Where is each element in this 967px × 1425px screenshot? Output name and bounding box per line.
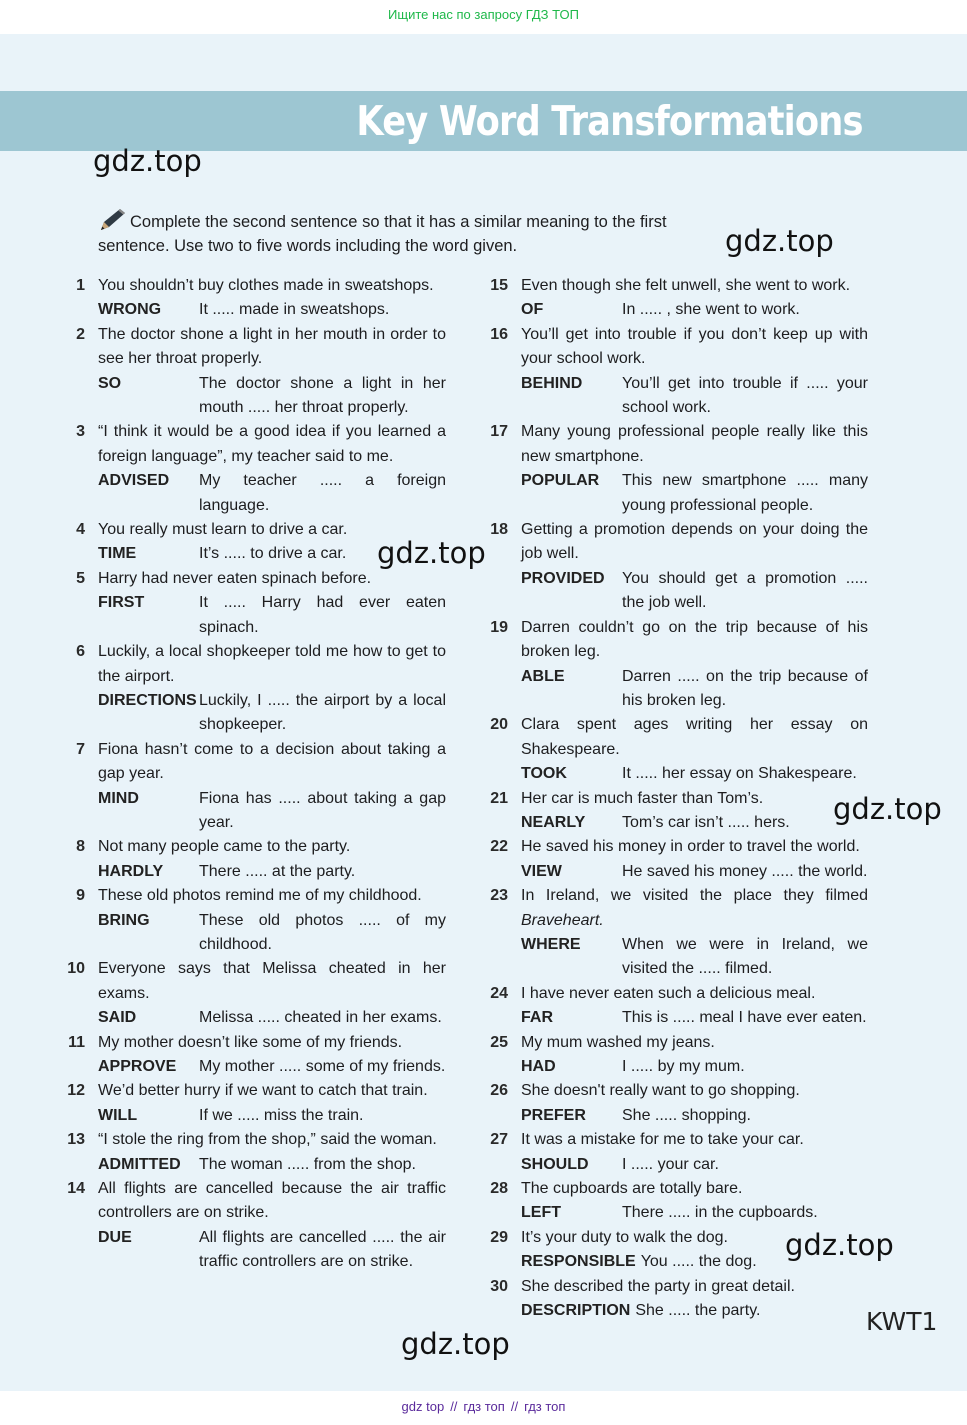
original-sentence [98,567,446,591]
gap-sentence: It’s ..... to drive a car. [199,545,347,563]
key-word: BRING [98,911,150,929]
exercise-item [485,323,868,421]
gap-sentence: Melissa ..... cheated in her exams. [199,1009,442,1027]
item-number: 4 [76,521,85,539]
original-sentence [98,274,446,298]
gap-sentence: In ..... , she went to work. [622,301,800,319]
sentence-text: Darren couldn’t go on the trip because of his broken leg. [521,618,868,661]
gap-sentence: I ..... your car. [622,1155,719,1173]
instructions [98,207,738,258]
gap-sentence: She ..... shopping. [622,1106,751,1124]
sentence-text: You shouldn’t buy clothes made in sweatshops. [98,277,434,294]
original-sentence [521,884,868,933]
exercise-item [62,567,446,640]
exercise-item [485,1031,868,1080]
key-word: SHOULD [521,1155,589,1173]
key-word: ADMITTED [98,1155,181,1173]
sentence-text: These old photos remind me of my childhood. [98,887,422,905]
transformation-line [521,665,868,714]
gap-sentence: These old photos ..... of my childhood. [199,911,446,953]
transformation-line [98,1153,446,1177]
item-number: 7 [76,740,85,758]
footer-link[interactable]: гдз топ [524,1399,566,1414]
item-number: 26 [490,1082,508,1100]
item-number: 21 [490,789,508,807]
transformation-line [521,1055,868,1079]
key-word: ABLE [521,667,565,685]
original-sentence [521,323,868,372]
sentence-text: Even though she felt unwell, she went to work. [521,277,851,294]
gap-sentence: She ..... the party. [635,1302,761,1320]
gap-sentence: All flights are cancelled ..... the air traffic controllers are on strike. [199,1228,446,1271]
exercise-item [62,1177,446,1275]
item-number: 6 [76,643,85,661]
sentence-text: Luckily, a local shopkeeper told me how to get to the airport. [98,643,446,685]
transformation-line [98,689,446,738]
sentence-text: Fiona hasn’t come to a decision about taking a gap year. [98,740,446,783]
exercise-item [485,787,868,836]
item-number: 18 [490,521,508,539]
gap-sentence: When we were in Ireland, we visited the ..... filmed. [622,935,868,978]
key-word: BEHIND [521,374,583,392]
transformation-line [98,1006,446,1030]
transformation-line [98,591,446,640]
exercise-item [485,1275,868,1324]
original-sentence [521,787,868,811]
exercise-item [485,420,868,518]
original-sentence [521,1079,868,1103]
transformation-line [521,1006,868,1030]
sentence-text: Getting a promotion depends on your doing the job well. [521,521,868,563]
item-number: 28 [490,1180,508,1198]
key-word: NEARLY [521,813,586,831]
item-number: 13 [67,1131,85,1149]
item-number: 5 [76,569,85,587]
item-number: 20 [490,716,508,734]
key-word: DIRECTIONS [98,691,197,709]
key-word: WRONG [98,301,162,319]
gap-sentence: If we ..... miss the train. [199,1106,364,1124]
key-word: SO [98,374,122,392]
gap-sentence: It ..... Harry had ever eaten spinach. [199,594,446,636]
left-column [62,274,446,1275]
gap-sentence: Darren ..... on the trip because of his broken leg. [622,667,868,709]
item-number: 10 [67,960,85,978]
sentence-text: Harry had never eaten spinach before. [98,569,372,587]
transformation-line [521,1299,868,1323]
exercise-item [485,713,868,786]
exercise-item [485,1177,868,1226]
search-link[interactable]: Ищите нас по запросу ГДЗ ТОП [388,7,579,22]
original-sentence [98,835,446,859]
key-word: MIND [98,789,139,807]
item-number: 30 [490,1277,508,1295]
exercise-item [485,982,868,1031]
transformation-line [98,860,446,884]
original-sentence [98,738,446,787]
page-code: KWT1 [866,1307,938,1336]
item-number: 24 [490,984,508,1002]
sentence-text: Everyone says that Melissa cheated in her exams. [98,960,446,1002]
transformation-line [521,1153,868,1177]
gap-sentence: This is ..... meal I have ever eaten. [622,1009,867,1027]
transformation-line [521,1250,868,1274]
sentence-text: It was a mistake for me to take your car. [521,1131,804,1149]
watermark: gdz.top [93,144,202,178]
key-word: DUE [98,1228,132,1246]
sentence-text: Clara spent ages writing her essay on Shakespeare. [521,716,868,758]
sentence-text: Not many people came to the party. [98,838,351,856]
item-number: 1 [76,277,85,294]
exercise-item [62,518,446,567]
item-number: 16 [490,325,508,343]
sentence-text: My mother doesn’t like some of my friends. [98,1033,403,1051]
exercise-item [485,274,868,323]
sentence-text: All flights are cancelled because the air traffic controllers are on strike. [98,1180,446,1222]
key-word: SAID [98,1009,137,1027]
key-word: TOOK [521,765,567,783]
original-sentence [98,640,446,689]
exercise-item [62,1079,446,1128]
top-bar [0,0,967,34]
sentence-text: You’ll get into trouble if you don’t keep up with your school work. [521,325,868,368]
exercise-item [62,738,446,836]
original-sentence [521,616,868,665]
transformation-line [521,469,868,518]
original-sentence [521,1275,868,1299]
original-sentence [98,1128,446,1152]
original-sentence [521,274,868,298]
instruction-text: Complete the second sentence so that it has a similar meaning to the first sentence. Use two to five words including the word given. [98,213,667,255]
footer-link[interactable]: gdz top [401,1399,445,1414]
original-sentence [521,518,868,567]
exercise-item [62,420,446,518]
exercise-item [485,1226,868,1275]
gap-sentence: You’ll get into trouble if ..... your school work. [622,374,868,417]
transformation-line [98,787,446,836]
item-number: 11 [68,1033,85,1051]
sentence-text: She doesn't really want to go shopping. [521,1082,800,1100]
watermark: gdz.top [725,224,834,258]
exercise-item [485,1128,868,1177]
original-sentence [98,957,446,1006]
item-number: 25 [490,1033,508,1051]
item-number: 15 [490,277,508,294]
key-word: ADVISED [98,472,170,490]
original-sentence [521,1128,868,1152]
footer-separator: // [450,1399,458,1414]
sentence-text: It’s your duty to walk the dog. [521,1228,728,1246]
right-column [485,274,868,1323]
original-sentence [98,323,446,372]
transformation-line [98,1104,446,1128]
exercise-item [62,884,446,957]
transformation-line [98,909,446,958]
original-sentence [98,1079,446,1103]
sentence-text: In Ireland, we visited the place they filmed [521,887,868,905]
item-number: 8 [76,838,85,856]
exercise-item [62,274,446,323]
item-number: 3 [76,423,85,441]
gap-sentence: My mother ..... some of my friends. [199,1058,446,1075]
original-sentence [521,835,868,859]
exercise-item [485,1079,868,1128]
sentence-text: My mum washed my jeans. [521,1033,715,1051]
sentence-text: The cupboards are totally bare. [521,1180,743,1198]
transformation-line [521,860,868,884]
page-title: Key Word Transformations [356,97,863,145]
transformation-line [98,1055,446,1079]
transformation-line [521,567,868,616]
footer-link[interactable]: гдз топ [463,1399,505,1414]
gap-sentence: It ..... made in sweatshops. [199,301,390,319]
title-banner [0,91,967,151]
gap-sentence: It ..... her essay on Shakespeare. [622,765,857,783]
gap-sentence: This new smartphone ..... many young professional people. [622,472,868,514]
key-word: TIME [98,545,137,563]
exercise-item [62,835,446,884]
item-number: 22 [490,838,508,856]
transformation-line [521,372,868,421]
watermark: gdz.top [785,1228,894,1262]
original-sentence [521,1177,868,1201]
key-word: DESCRIPTION [521,1302,631,1320]
sentence-text: “I stole the ring from the shop,” said the woman. [98,1131,437,1149]
footer-separator: // [510,1399,519,1414]
sentence-text: I have never eaten such a delicious meal. [521,984,816,1002]
sentence-text: He saved his money in order to travel the world. [521,838,860,856]
transformation-line [521,298,868,322]
original-sentence [521,713,868,762]
key-word: PROVIDED [521,569,605,587]
sentence-text: “I think it would be a good idea if you learned a foreign language”, my teacher said to me. [98,423,446,465]
item-number: 27 [490,1131,508,1149]
sentence-title-italic: Braveheart. [521,911,604,929]
transformation-line [521,811,868,835]
gap-sentence: There ..... in the cupboards. [622,1204,818,1222]
original-sentence [98,884,446,908]
sentence-text: You really must learn to drive a car. [98,521,348,539]
key-word: LEFT [521,1204,561,1222]
exercise-item [62,1128,446,1177]
key-word: WHERE [521,935,581,953]
footer-links [402,1399,566,1414]
key-word: FIRST [98,594,145,612]
gap-sentence: You ..... the dog. [640,1253,757,1271]
watermark: gdz.top [377,536,486,570]
gap-sentence: He saved his money ..... the world. [622,862,868,880]
key-word: RESPONSIBLE [521,1253,636,1271]
gap-sentence: You should get a promotion ..... the job well. [622,569,868,612]
original-sentence [98,420,446,469]
exercise-item [485,616,868,714]
item-number: 19 [490,618,508,636]
original-sentence [98,1031,446,1055]
gap-sentence: There ..... at the party. [199,862,356,880]
sentence-text: We’d better hurry if we want to catch that train. [98,1082,428,1100]
gap-sentence: My teacher ..... a foreign language. [199,472,446,514]
footer [0,1391,967,1425]
exercise-item [62,1031,446,1080]
pencil-icon [98,207,130,231]
key-word: OF [521,301,544,319]
item-number: 17 [490,423,508,441]
transformation-line [521,1201,868,1225]
key-word: HAD [521,1058,556,1075]
gap-sentence: Luckily, I ..... the airport by a local shopkeeper. [199,691,446,734]
exercise-item [62,957,446,1030]
key-word: WILL [98,1106,138,1124]
original-sentence [521,1031,868,1055]
transformation-line [98,298,446,322]
exercise-item [62,323,446,421]
gap-sentence: The woman ..... from the shop. [199,1155,416,1173]
item-number: 14 [67,1180,85,1198]
original-sentence [521,982,868,1006]
watermark: gdz.top [833,792,942,826]
transformation-line [521,1104,868,1128]
key-word: PREFER [521,1106,586,1124]
original-sentence [521,420,868,469]
key-word: POPULAR [521,472,600,490]
watermark: gdz.top [401,1327,510,1361]
gap-sentence: Fiona has ..... about taking a gap year. [199,789,446,831]
transformation-line [98,372,446,421]
transformation-line [98,1226,446,1275]
original-sentence [98,1177,446,1226]
gap-sentence: The doctor shone a light in her mouth ..... her throat properly. [199,374,446,417]
original-sentence [521,1226,868,1250]
item-number: 9 [76,887,85,905]
transformation-line [521,933,868,982]
gap-sentence: I ..... by my mum. [622,1058,745,1075]
key-word: VIEW [521,862,562,880]
sentence-text: She described the party in great detail. [521,1277,795,1295]
item-number: 12 [67,1082,85,1100]
exercise-item [485,835,868,884]
transformation-line [521,762,868,786]
exercise-item [62,640,446,738]
item-number: 29 [490,1228,508,1246]
transformation-line [98,469,446,518]
key-word: APPROVE [98,1058,177,1075]
transformation-line [98,542,446,566]
exercise-item [485,518,868,616]
item-number: 23 [490,887,508,905]
item-number: 2 [76,325,85,343]
original-sentence [98,518,446,542]
key-word: FAR [521,1009,553,1027]
gap-sentence: Tom’s car isn’t ..... hers. [622,813,790,831]
sentence-text: Her car is much faster than Tom’s. [521,789,764,807]
sentence-text: Many young professional people really like this new smartphone. [521,423,868,465]
exercise-item [485,884,868,982]
key-word: HARDLY [98,862,164,880]
sentence-text: The doctor shone a light in her mouth in order to see her throat properly. [98,325,446,368]
